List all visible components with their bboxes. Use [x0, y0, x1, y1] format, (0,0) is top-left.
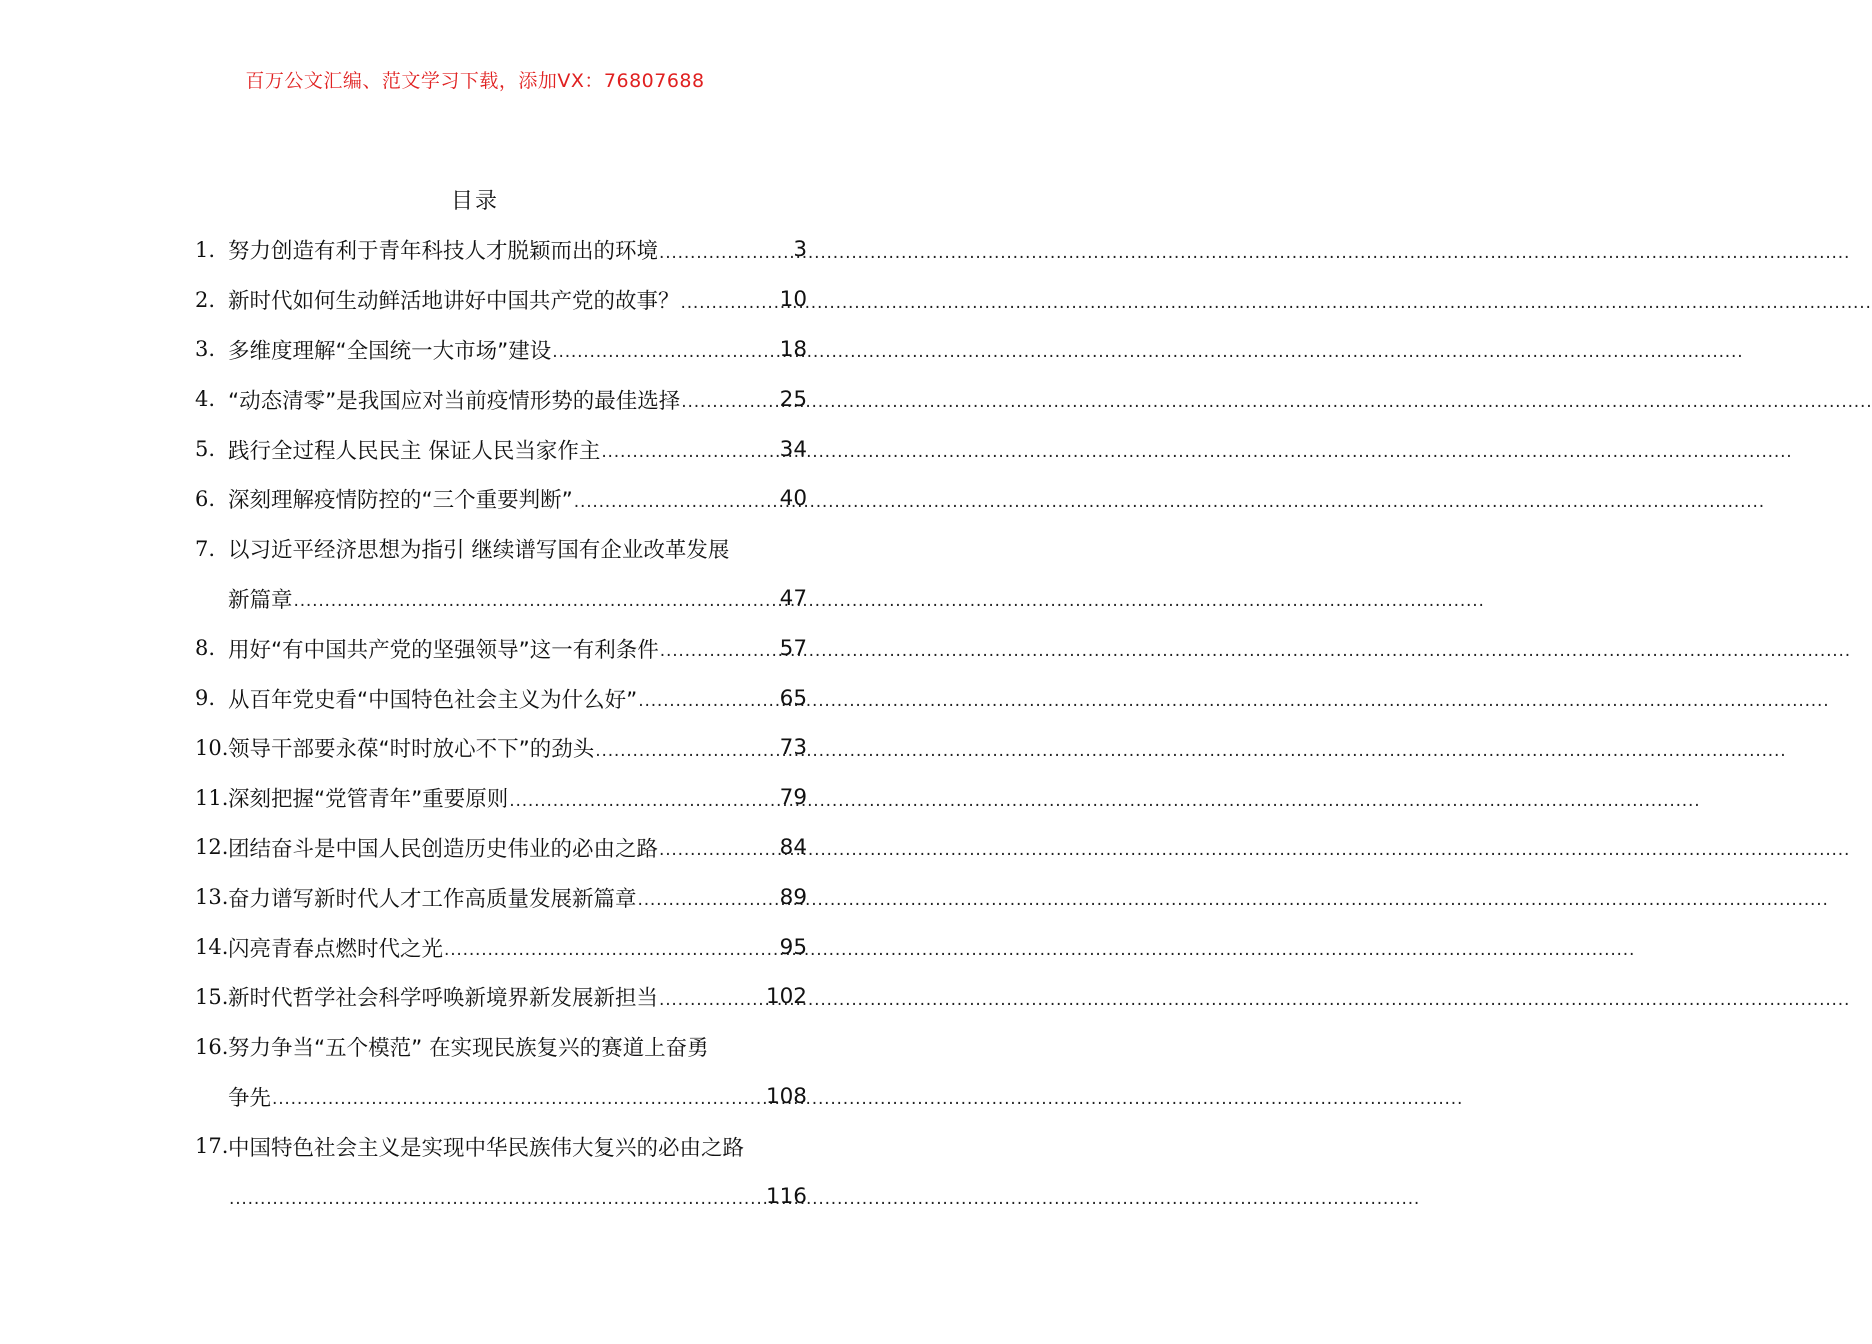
toc-entry[interactable] [195, 424, 807, 474]
toc-entry-page: 10 [779, 287, 807, 313]
toc-entry[interactable] [195, 1072, 807, 1122]
toc-entry-number: 4. [195, 387, 216, 412]
toc-entry[interactable] [195, 773, 807, 823]
dot-leader [660, 641, 779, 673]
toc-entry[interactable] [195, 1171, 807, 1221]
toc-entry-title: 多维度理解“全国统一大市场”建设 [228, 338, 552, 364]
toc-entry[interactable] [195, 325, 807, 375]
toc-entry-page: 102 [765, 984, 807, 1010]
table-of-contents [195, 225, 807, 1221]
dot-leader [681, 392, 778, 424]
toc-entry-number: 12. [195, 835, 229, 860]
toc-entry-title: 闪亮青春点燃时代之光 [228, 936, 444, 962]
toc-entry[interactable] [195, 1022, 807, 1072]
toc-entry-title: 践行全过程人民民主 保证人民当家作主 [228, 438, 601, 464]
dot-leader [595, 741, 778, 773]
toc-entry-title: 以习近平经济思想为指引 继续谱写国有企业改革发展 [228, 538, 730, 564]
toc-entry-number: 17. [195, 1134, 229, 1159]
toc-entry[interactable] [195, 275, 807, 325]
toc-entry[interactable] [195, 623, 807, 673]
toc-entry-title: 努力创造有利于青年科技人才脱颖而出的环境 [228, 239, 659, 265]
toc-entry-title: 从百年党史看“中国特色社会主义为什么好” [228, 687, 638, 713]
toc-entry-page: 79 [779, 785, 807, 811]
toc-entry-title: 深刻理解疫情防控的“三个重要判断” [228, 488, 573, 514]
toc-entry[interactable] [195, 723, 807, 773]
toc-entry-number: 14. [195, 935, 229, 960]
toc-entry-number: 10. [195, 735, 229, 760]
toc-entry-number: 2. [195, 287, 216, 312]
toc-entry-number: 5. [195, 437, 216, 462]
dot-leader [638, 691, 778, 723]
toc-entry-page: 95 [779, 934, 807, 960]
toc-entry-page: 89 [779, 884, 807, 910]
toc-entry[interactable] [195, 1121, 807, 1171]
toc-entry-title: 新篇章 [228, 587, 293, 613]
dot-leader [659, 243, 792, 275]
toc-entry[interactable] [195, 474, 807, 524]
toc-entry-number: 13. [195, 885, 229, 910]
toc-entry-number: 7. [195, 536, 216, 561]
toc-entry-number: 16. [195, 1034, 229, 1059]
toc-entry-page: 34 [779, 436, 807, 462]
toc-entry-page: 116 [765, 1183, 807, 1209]
toc-entry[interactable] [195, 673, 807, 723]
watermark-header: 百万公文汇编、范文学习下载，添加VX：76807688 [245, 70, 705, 92]
toc-entry-title: 新时代哲学社会科学呼唤新境界新发展新担当 [228, 986, 659, 1012]
toc-entry-page: 57 [779, 635, 807, 661]
dot-leader [574, 492, 779, 524]
toc-entry-title: 新时代如何生动鲜活地讲好中国共产党的故事？ [228, 289, 680, 315]
toc-entry[interactable] [195, 972, 807, 1022]
toc-entry-number: 15. [195, 984, 229, 1009]
dot-leader [681, 293, 779, 325]
toc-entry-page: 25 [779, 386, 807, 412]
toc-entry-number: 1. [195, 237, 216, 262]
toc-entry-number: 3. [195, 337, 216, 362]
toc-entry-title: 用好“有中国共产党的坚强领导”这一有利条件 [228, 637, 659, 663]
toc-entry[interactable] [195, 524, 807, 574]
toc-entry-page: 84 [779, 834, 807, 860]
dot-leader [509, 791, 778, 823]
toc-entry-number: 8. [195, 636, 216, 661]
toc-entry-title: “动态清零”是我国应对当前疫情形势的最佳选择 [228, 388, 681, 414]
toc-entry-title: 争先 [228, 1085, 272, 1111]
dot-leader [444, 940, 779, 972]
toc-title: 目录 [450, 189, 499, 214]
dot-leader [272, 1089, 765, 1121]
dot-leader [229, 1189, 765, 1221]
toc-entry[interactable] [195, 872, 807, 922]
toc-entry-title: 团结奋斗是中国人民创造历史伟业的必由之路 [228, 836, 659, 862]
toc-entry[interactable] [195, 823, 807, 873]
dot-leader [659, 990, 765, 1022]
toc-entry-title: 奋力谱写新时代人才工作高质量发展新篇章 [228, 886, 637, 912]
toc-entry[interactable] [195, 374, 807, 424]
toc-entry-title: 中国特色社会主义是实现中华民族伟大复兴的必由之路 [228, 1135, 745, 1161]
dot-leader [294, 591, 779, 623]
toc-entry-page: 40 [779, 486, 807, 512]
toc-entry[interactable] [195, 922, 807, 972]
dot-leader [601, 442, 778, 474]
toc-entry-page: 65 [779, 685, 807, 711]
toc-entry-title: 努力争当“五个模范” 在实现民族复兴的赛道上奋勇 [228, 1036, 709, 1062]
toc-entry-page: 47 [779, 585, 807, 611]
toc-entry-title: 深刻把握“党管青年”重要原则 [228, 787, 509, 813]
toc-entry-page: 73 [779, 735, 807, 761]
toc-entry-number: 11. [195, 785, 229, 810]
toc-entry-number: 6. [195, 486, 216, 511]
toc-entry-page: 18 [779, 336, 807, 362]
dot-leader [552, 342, 778, 374]
toc-entry[interactable] [195, 574, 807, 624]
toc-entry-title: 领导干部要永葆“时时放心不下”的劲头 [228, 737, 595, 763]
toc-entry-number: 9. [195, 686, 216, 711]
toc-entry-page: 3 [793, 237, 807, 263]
toc-entry[interactable] [195, 225, 807, 275]
toc-entry-page: 108 [765, 1083, 807, 1109]
dot-leader [638, 890, 779, 922]
dot-leader [659, 840, 779, 872]
